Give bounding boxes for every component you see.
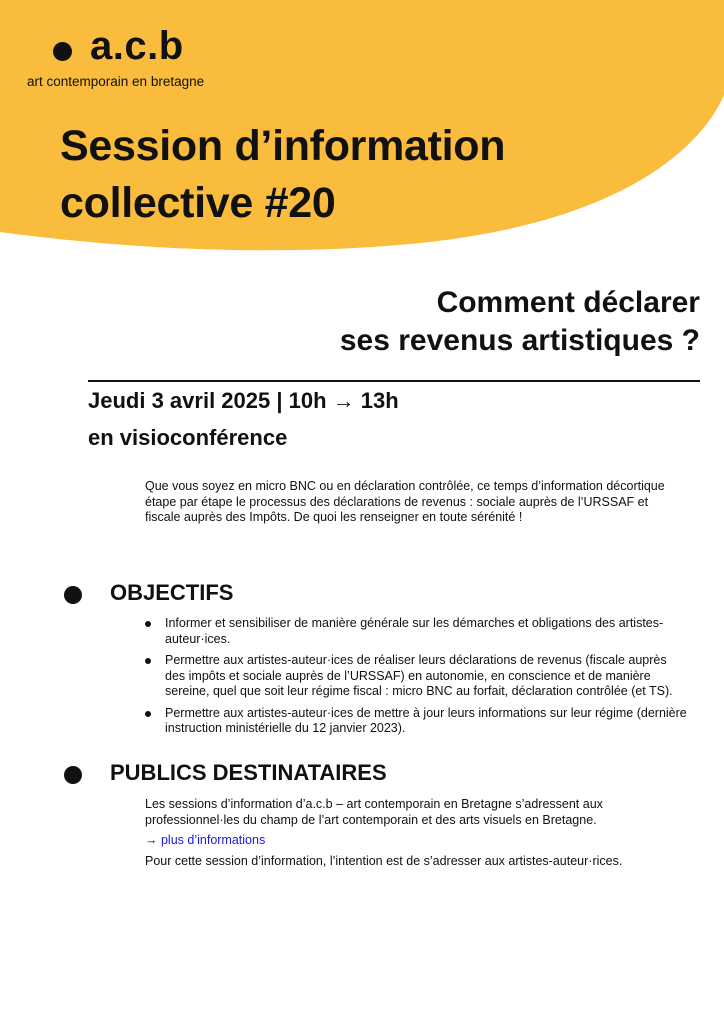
- publics-heading: PUBLICS DESTINATAIRES: [110, 760, 387, 785]
- more-info-row: [145, 833, 685, 849]
- publics-content: [145, 797, 685, 874]
- list-item-text: Informer et sensibiliser de manière générale sur les démarches et obligations des artistes-auteur·ices.: [165, 616, 664, 646]
- list-item: [145, 653, 690, 700]
- event-mode: en visioconférence: [88, 425, 288, 450]
- divider: [88, 380, 700, 382]
- bullet-icon: [145, 658, 151, 664]
- bullet-icon: [145, 621, 151, 627]
- list-item: [145, 616, 690, 647]
- logo-tagline: art contemporain en bretagne: [27, 74, 205, 89]
- bullet-icon: [145, 711, 151, 717]
- arrow-right-icon: →: [145, 833, 158, 847]
- list-item-text: Permettre aux artistes-auteur·ices de mettre à jour leurs informations sur leur régime (dernière instruction ministérielle du 12 janvier 2023).: [165, 705, 687, 735]
- page-subtitle-line2: ses revenus artistiques ?: [339, 324, 700, 357]
- logo-wordmark: a.c.b: [90, 24, 184, 68]
- list-item-text: Permettre aux artistes-auteur·ices de réaliser leurs déclarations de revenus (fiscale auprès des impôts et sociale auprès de l’URSSAF) en autonomie, en conscience et de manière sereine, quel que soit leur régime fiscal : micro BNC au forfait, déclaration contrôlée (et TS).: [165, 653, 673, 698]
- page-title-line1: Session d’information: [60, 122, 506, 170]
- publics-bullet-icon: [64, 766, 82, 784]
- objectifs-list: [145, 616, 690, 743]
- objectifs-heading: OBJECTIFS: [110, 580, 234, 605]
- page-title: [60, 118, 505, 232]
- publics-text-2: Pour cette session d’information, l’intention est de s’adresser aux artistes-auteur·rices.: [145, 853, 623, 868]
- list-item: [145, 706, 690, 737]
- event-date: Jeudi 3 avril 2025 | 10h → 13h: [88, 388, 399, 413]
- publics-text-1: Les sessions d’information d’a.c.b – art contemporain en Bretagne s’adressent aux professionnel·les du champ de l’art contemporain et des arts visuels en Bretagne.: [145, 797, 603, 827]
- more-info-link[interactable]: plus d’informations: [160, 833, 266, 847]
- logo-dot: [53, 42, 72, 61]
- page-subtitle-line1: Comment déclarer: [436, 286, 700, 319]
- page-title-line2: collective #20: [60, 179, 336, 227]
- page-subtitle: [340, 284, 700, 360]
- objectifs-bullet-icon: [64, 586, 82, 604]
- intro-paragraph: Que vous soyez en micro BNC ou en déclaration contrôlée, ce temps d’information décortique étape par étape le processus des déclarations de revenus : sociale auprès de l’URSSAF et fiscale auprès des Impôts. De quoi les renseigner en toute sérénité !: [145, 479, 665, 524]
